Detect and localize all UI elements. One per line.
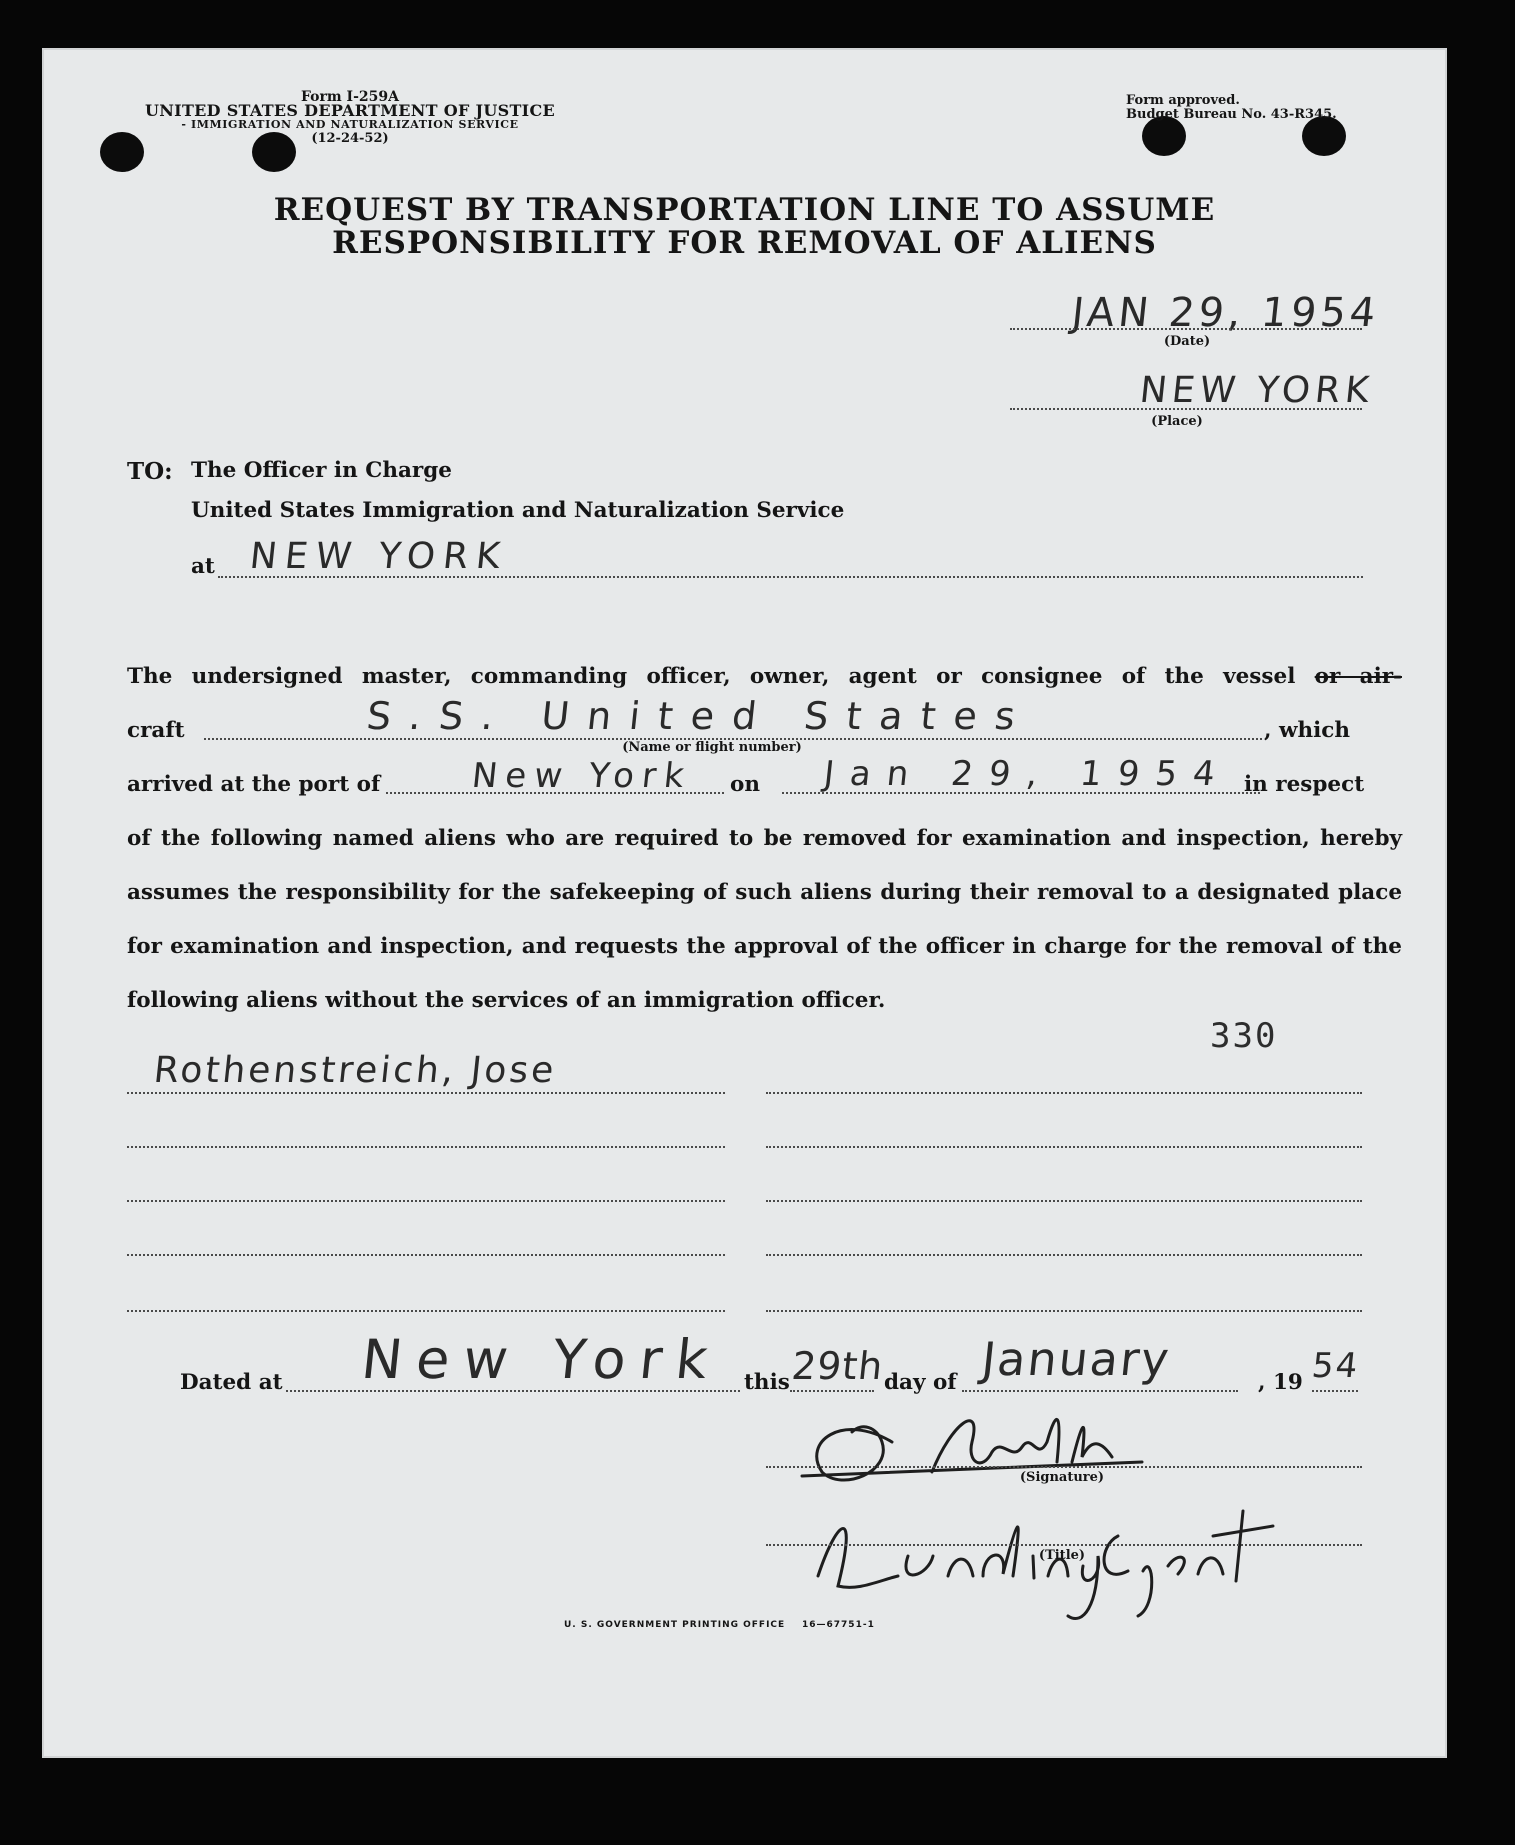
dated-at-label: Dated at: [180, 1370, 283, 1395]
at-value[interactable]: NEW YORK: [247, 536, 510, 577]
alien-line-right-2: [766, 1146, 1362, 1148]
day-of-label: day of: [884, 1370, 957, 1395]
date-line: [1010, 328, 1362, 330]
addressee-line-1: The Officer in Charge: [191, 458, 452, 483]
port-value[interactable]: New York: [469, 756, 694, 796]
stamp-number: 330: [1210, 1016, 1278, 1056]
body-line-1: [127, 664, 1402, 689]
form-revision-date: (12-24-52): [311, 131, 389, 146]
date-value[interactable]: JAN 29, 1954: [1069, 290, 1382, 336]
body-line-5: assumes the responsibility for the safekeeping of such aliens during their removal to a designated place: [127, 880, 1402, 905]
title-line-1: REQUEST BY TRANSPORTATION LINE TO ASSUME: [273, 192, 1216, 228]
this-label: this: [744, 1370, 790, 1395]
respect-label: in respect: [1244, 772, 1365, 797]
alien-line-right-4: [766, 1254, 1362, 1256]
form-title: [42, 194, 1447, 260]
body-line-7: following aliens without the services of an immigration officer.: [127, 988, 886, 1013]
alien-line-right-1: [766, 1092, 1362, 1094]
alien-line-right-5: [766, 1310, 1362, 1312]
form-code: 16—67751-1: [802, 1620, 875, 1630]
signature-caption: (Signature): [1019, 1470, 1105, 1485]
signature-line: [766, 1466, 1362, 1468]
craft-label: craft: [127, 718, 185, 743]
place-line: [1010, 408, 1362, 410]
month-value[interactable]: January: [979, 1332, 1174, 1386]
form-page: [42, 48, 1447, 1758]
at-label: at: [191, 554, 215, 579]
department-name: UNITED STATES DEPARTMENT OF JUSTICE: [144, 101, 555, 120]
alien-line-left-2: [127, 1146, 725, 1148]
date-caption: (Date): [1163, 334, 1211, 349]
title-caption: (Title): [1038, 1548, 1086, 1563]
form-number: Form I-259A: [300, 89, 400, 105]
vessel-caption: (Name or flight number): [622, 740, 802, 755]
day-value[interactable]: 29th: [789, 1344, 886, 1388]
to-label: TO:: [127, 458, 173, 485]
approval-line-1: Form approved.: [1126, 93, 1240, 108]
title-line-2: RESPONSIBILITY FOR REMOVAL OF ALIENS: [332, 225, 1157, 261]
which-label: , which: [1264, 718, 1350, 743]
month-line: [962, 1390, 1238, 1392]
approval-line-2: Budget Bureau No. 43-R345.: [1126, 107, 1337, 122]
alien-line-left-3: [127, 1200, 725, 1202]
year-line: [1312, 1390, 1358, 1392]
alien-line-left-4: [127, 1254, 725, 1256]
body-line-1-struck: or air-: [1314, 664, 1402, 689]
arrival-date-value[interactable]: Jan 29, 1954: [821, 754, 1233, 794]
addressee-line-2: United States Immigration and Naturalization Service: [191, 498, 845, 523]
place-caption: (Place): [1151, 414, 1203, 429]
alien-line-right-3: [766, 1200, 1362, 1202]
service-name: - IMMIGRATION AND NATURALIZATION SERVICE: [181, 118, 519, 131]
day-line: [790, 1390, 874, 1392]
alien-line-left-1: [127, 1092, 725, 1094]
form-header-right: [1126, 94, 1386, 122]
dated-place-value[interactable]: New York: [358, 1328, 725, 1391]
on-label: on: [730, 772, 760, 797]
title-line: [766, 1544, 1362, 1546]
alien-line-left-5: [127, 1310, 725, 1312]
printer-imprint: U. S. GOVERNMENT PRINTING OFFICE: [564, 1620, 786, 1630]
punch-hole-right-1: [1142, 116, 1186, 156]
year-value[interactable]: 54: [1309, 1346, 1362, 1386]
body-line-1-text: The undersigned master, commanding officer, owner, agent or consignee of the vessel: [127, 664, 1296, 689]
alien-name-1[interactable]: Rothenstreich, Jose: [151, 1050, 559, 1091]
body-line-6: for examination and inspection, and requests the approval of the officer in charge for the removal of the: [127, 934, 1402, 959]
form-header-left: [130, 90, 570, 146]
body-line-4: of the following named aliens who are required to be removed for examination and inspection, hereby: [127, 826, 1402, 851]
year-prefix: , 19: [1258, 1370, 1303, 1395]
vessel-value[interactable]: S.S. United States: [364, 694, 1036, 738]
port-label: arrived at the port of: [127, 772, 381, 797]
place-value[interactable]: NEW YORK: [1137, 370, 1376, 411]
punch-hole-right-2: [1302, 116, 1346, 156]
